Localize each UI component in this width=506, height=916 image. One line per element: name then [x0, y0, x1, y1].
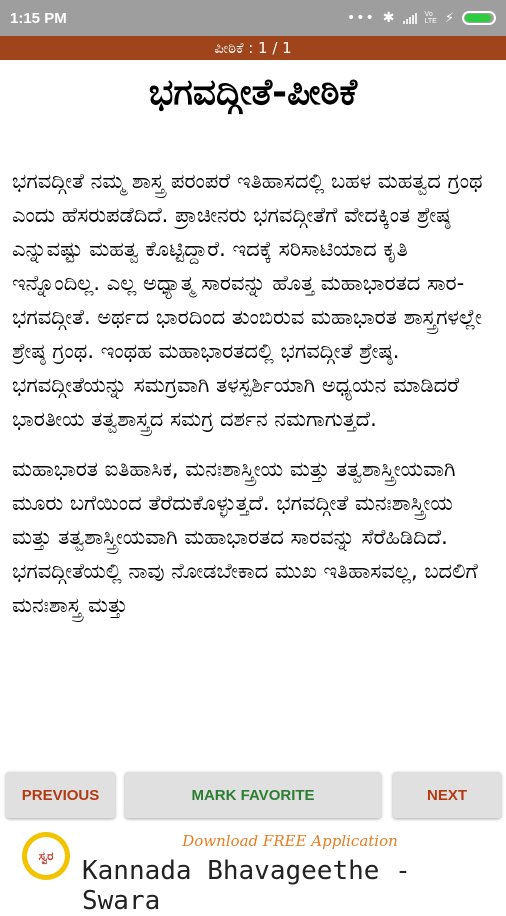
battery-fill	[465, 14, 491, 22]
paragraph: ಭಗವದ್ಗೀತೆ ನಮ್ಮ ಶಾಸ್ತ್ರ ಪರಂಪರೆ ಇತಿಹಾಸದಲ್ಲಿ ಬಹಳ ಮಹತ್ವದ ಗ್ರಂಥ ಎಂದು ಹೆಸರುಪಡೆದಿದೆ. ಪ್ರಾಚೀನರು ಭಗವದ್ಗೀತೆಗೆ ವೇದಕ್ಕಿಂತ ಶ್ರೇಷ್ಠ ಎನ್ನುವಷ್ಟು ಮಹತ್ವ ಕೊಟ್ಟಿದ್ದಾರೆ. ಇದಕ್ಕೆ ಸರಿಸಾಟಿಯಾದ ಕೃತಿ ಇನ್ನೊಂದಿಲ್ಲ. ಎಲ್ಲ ಅಧ್ಯಾತ್ಮ ಸಾರವನ್ನು ಹೊತ್ತ ಮಹಾಭಾರತದ ಸಾರ-ಭಗವದ್ಗೀತೆ. ಅರ್ಥದ ಭಾರದಿಂದ ತುಂಬಿರುವ ಮಹಾಭಾರತ ಶಾಸ್ತ್ರಗಳಲ್ಲೇ ಶ್ರೇಷ್ಠ ಗ್ರಂಥ. ಇಂಥಹ ಮಹಾಭಾರತದಲ್ಲಿ ಭಗವದ್ಗೀತೆ ಶ್ರೇಷ್ಠ. ಭಗವದ್ಗೀತೆಯನ್ನು ಸಮಗ್ರವಾಗಿ ತಳಸ್ಪರ್ಶಿಯಾಗಿ ಅಧ್ಯಯನ ಮಾಡಿದರೆ ಭಾರತೀಯ ತತ್ವಶಾಸ್ತ್ರದ ಸಮಗ್ರ ದರ್ಶನ ನಮಗಾಗುತ್ತದೆ.	[12, 169, 483, 431]
page-title: ಭಗವದ್ಗೀತೆ-ಪೀಠಿಕೆ	[148, 72, 358, 113]
bluetooth-icon: ✱	[382, 10, 395, 26]
charging-icon: ⚡	[444, 10, 454, 26]
previous-button[interactable]: PREVIOUS	[6, 772, 115, 818]
signal-icon	[403, 12, 417, 24]
banner-title: Kannada Bhavageethe - Swara	[82, 856, 411, 916]
status-bar	[0, 0, 506, 36]
paragraph: ಮಹಾಭಾರತ ಐತಿಹಾಸಿಕ, ಮನಃಶಾಸ್ತ್ರೀಯ ಮತ್ತು ತತ್ವಶಾಸ್ತ್ರೀಯವಾಗಿ ಮೂರು ಬಗೆಯಿಂದ ತೆರೆದುಕೊಳ್ಳುತ್ತದೆ. ಭಗವದ್ಗೀತೆ ಮನಃಶಾಸ್ತ್ರೀಯ ಮತ್ತು ತತ್ವಶಾಸ್ತ್ರೀಯವಾಗಿ ಮಹಾಭಾರತದ ಸಾರವನ್ನು ಸೆರೆಹಿಡಿದಿದೆ. ಭಗವದ್ಗೀತೆಯಲ್ಲಿ ನಾವು ನೋಡಬೇಕಾದ ಮುಖ ಇತಿಹಾಸವಲ್ಲ, ಬದಲಿಗೆ ಮನಃಶಾಸ್ತ್ರ ಮತ್ತು	[12, 457, 478, 617]
battery-icon	[462, 11, 496, 25]
app-logo-text: ಸ್ವರ	[27, 837, 65, 875]
network-top-label: Vo	[424, 11, 433, 18]
network-type-icon	[425, 11, 437, 25]
more-notifications-icon: •••	[347, 10, 375, 26]
mark-favorite-button[interactable]: MARK FAVORITE	[125, 772, 381, 818]
network-bottom-label: LTE	[424, 18, 437, 25]
status-time: 1:15 PM	[10, 9, 67, 27]
status-icons	[347, 10, 496, 26]
page-counter-bar	[0, 36, 506, 60]
page-counter: ಪೀಠಿಕೆ : 1 / 1	[214, 39, 292, 57]
app-logo	[22, 832, 70, 880]
ad-banner[interactable]	[0, 826, 506, 916]
next-button[interactable]: NEXT	[393, 772, 501, 818]
content-text[interactable]	[12, 164, 498, 764]
banner-subtitle: Download FREE Application	[182, 832, 398, 850]
